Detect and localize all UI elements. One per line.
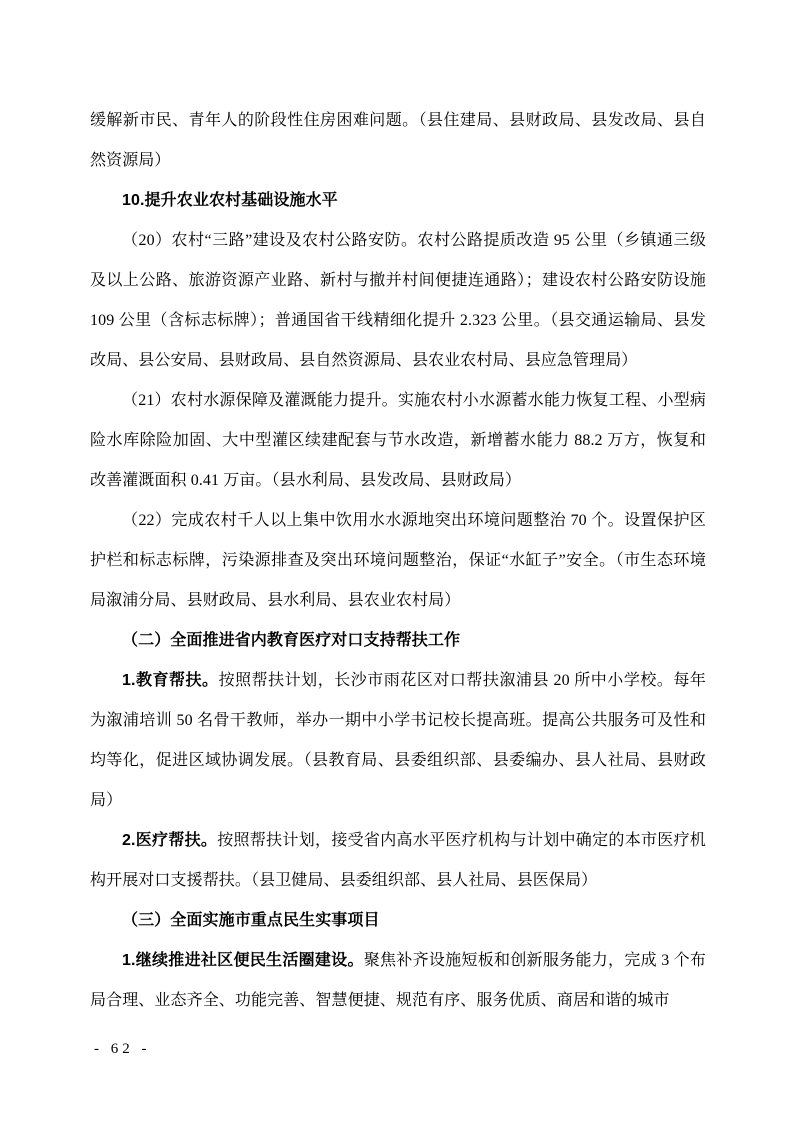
para-medical-support	[90, 821, 706, 901]
heading-item-10: 10.提升农业农村基础设施水平	[122, 192, 338, 209]
para-education-support-text: 按照帮扶计划，长沙市雨花区对口帮扶溆浦县 20 所中小学校。每年为溆浦培训 50 名骨干教师，举办一期中小学书记校长提高班。提高公共服务可及性和均等化，促进区域协调发展。（县教育局、县委组织部、县委编办、县人社局、县财政局）	[90, 672, 707, 809]
para-education-support	[90, 661, 706, 821]
document-body	[90, 101, 706, 1021]
para-community-life-circle	[90, 941, 706, 1021]
para-housing-continuation: 缓解新市民、青年人的阶段性住房困难问题。（县住建局、县财政局、县发改局、县自然资源局）	[90, 112, 706, 169]
para-medical-support-text: 按照帮扶计划，接受省内高水平医疗机构与计划中确定的本市医疗机构开展对口支援帮扶。（县卫健局、县委组织部、县人社局、县医保局）	[90, 832, 706, 889]
heading-section-2: （二）全面推进省内教育医疗对口支持帮扶工作	[122, 632, 461, 649]
heading-section-3: （三）全面实施市重点民生实事项目	[122, 912, 380, 929]
para-community-life-circle-text: 聚焦补齐设施短板和创新服务能力，完成 3 个布局合理、业态齐全、功能完善、智慧便捷、规范有序、服务优质、商居和谐的城市	[90, 952, 706, 1009]
para-education-support-lead: 1.教育帮扶。	[122, 672, 219, 689]
para-item-21-water-supply: （21）农村水源保障及灌溉能力提升。实施农村小水源蓄水能力恢复工程、小型病险水库除险加固、大中型灌区续建配套与节水改造，新增蓄水能力 88.2 万方，恢复和改善灌溉面积 0.41 万亩。（县水利局、县发改局、县财政局）	[90, 392, 706, 489]
para-community-life-circle-lead: 1.继续推进社区便民生活圈建设。	[122, 952, 364, 969]
para-item-22-drinking-water: （22）完成农村千人以上集中饮用水水源地突出环境问题整治 70 个。设置保护区护栏和标志标牌，污染源排查及突出环境问题整治，保证“水缸子”安全。（市生态环境局溆浦分局、县财政局、县水利局、县农业农村局）	[90, 512, 706, 609]
page-number: - 62 -	[94, 1041, 151, 1057]
para-medical-support-lead: 2.医疗帮扶。	[122, 832, 218, 849]
para-item-20-rural-roads: （20）农村“三路”建设及农村公路安防。农村公路提质改造 95 公里（乡镇通三级及以上公路、旅游资源产业路、新村与撤并村间便捷连通路）；建设农村公路安防设施 109 公里（含标志标牌）；普通国省干线精细化提升 2.323 公里。（县交通运输局、县发改局、县公安局、县财政局、县自然资源局、县农业农村局、县应急管理局）	[90, 232, 706, 369]
